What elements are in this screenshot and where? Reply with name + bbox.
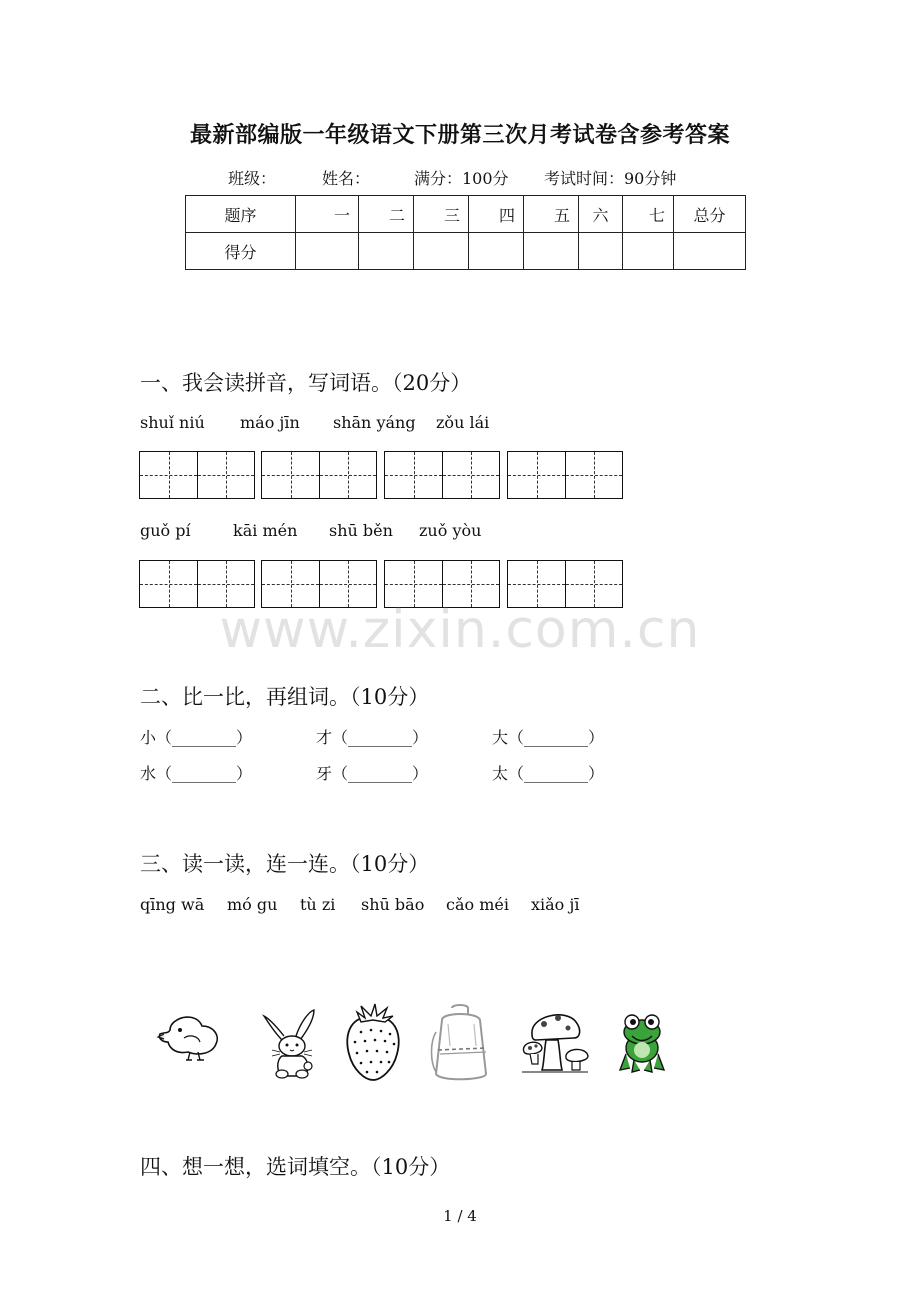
pinyin-label: zǒu lái [436, 413, 490, 432]
compare-item[interactable]: 水（________） [140, 764, 253, 783]
chick-icon[interactable] [154, 1012, 222, 1064]
header-cell: 五 [524, 196, 579, 233]
rabbit-icon[interactable] [262, 1008, 322, 1080]
pinyin-label[interactable]: qīng wā [140, 895, 205, 914]
mushroom-icon[interactable] [518, 1008, 592, 1076]
compare-item[interactable]: 小（________） [140, 728, 253, 747]
row-label: 得分 [186, 233, 296, 270]
score-cell[interactable] [623, 233, 674, 270]
pinyin-label: shān yáng [333, 413, 416, 432]
watermark: www.zixin.com.cn [219, 600, 701, 660]
writing-grid[interactable] [384, 451, 500, 499]
header-cell: 七 [623, 196, 674, 233]
pinyin-label[interactable]: mó gu [227, 895, 278, 914]
score-table-score-row [186, 233, 746, 270]
header-cell: 二 [359, 196, 414, 233]
pinyin-label[interactable]: shū bāo [361, 895, 425, 914]
header-cell: 四 [469, 196, 524, 233]
full-score-text: 满分：100分 [414, 169, 509, 188]
pinyin-label[interactable]: xiǎo jī [531, 895, 580, 914]
class-label: 班级： [228, 169, 277, 188]
page-title: 最新部编版一年级语文下册第三次月考试卷含参考答案 [189, 122, 730, 148]
writing-grid[interactable] [261, 451, 377, 499]
header-cell: 题序 [186, 196, 296, 233]
score-table [185, 195, 746, 270]
pinyin-label: máo jīn [240, 413, 300, 432]
header-cell: 总分 [674, 196, 746, 233]
section-1-title: 一、我会读拼音，写词语。（20分） [140, 371, 472, 395]
section-3-title: 三、读一读，连一连。（10分） [140, 852, 430, 876]
compare-item[interactable]: 牙（________） [316, 764, 429, 783]
compare-item[interactable]: 才（________） [316, 728, 429, 747]
exam-time-text: 考试时间：90分钟 [544, 169, 677, 188]
section-2-title: 二、比一比，再组词。（10分） [140, 685, 430, 709]
header-cell: 三 [414, 196, 469, 233]
pinyin-label[interactable]: cǎo méi [446, 895, 509, 914]
score-cell[interactable] [524, 233, 579, 270]
name-label: 姓名： [322, 169, 371, 188]
pinyin-label: shū běn [329, 521, 393, 540]
writing-grid[interactable] [507, 451, 623, 499]
score-cell[interactable] [414, 233, 469, 270]
pinyin-label: kāi mén [233, 521, 298, 540]
header-cell: 六 [579, 196, 623, 233]
header-cell: 一 [296, 196, 359, 233]
pinyin-label: shuǐ niú [140, 413, 205, 432]
compare-item[interactable]: 大（________） [492, 728, 605, 747]
backpack-icon[interactable] [428, 1002, 494, 1084]
strawberry-icon[interactable] [343, 1002, 403, 1082]
pinyin-label[interactable]: tù zi [300, 895, 336, 914]
writing-grid[interactable] [139, 451, 255, 499]
score-cell[interactable] [579, 233, 623, 270]
score-cell[interactable] [674, 233, 746, 270]
pinyin-label: guǒ pí [140, 521, 191, 540]
score-cell[interactable] [296, 233, 359, 270]
score-cell[interactable] [469, 233, 524, 270]
score-cell[interactable] [359, 233, 414, 270]
compare-item[interactable]: 太（________） [492, 764, 605, 783]
page-number: 1 / 4 [443, 1207, 477, 1225]
score-table-header-row [186, 196, 746, 233]
pinyin-label: zuǒ yòu [419, 521, 482, 540]
section-4-title: 四、想一想，选词填空。（10分） [140, 1155, 451, 1179]
frog-icon[interactable] [616, 1008, 668, 1076]
